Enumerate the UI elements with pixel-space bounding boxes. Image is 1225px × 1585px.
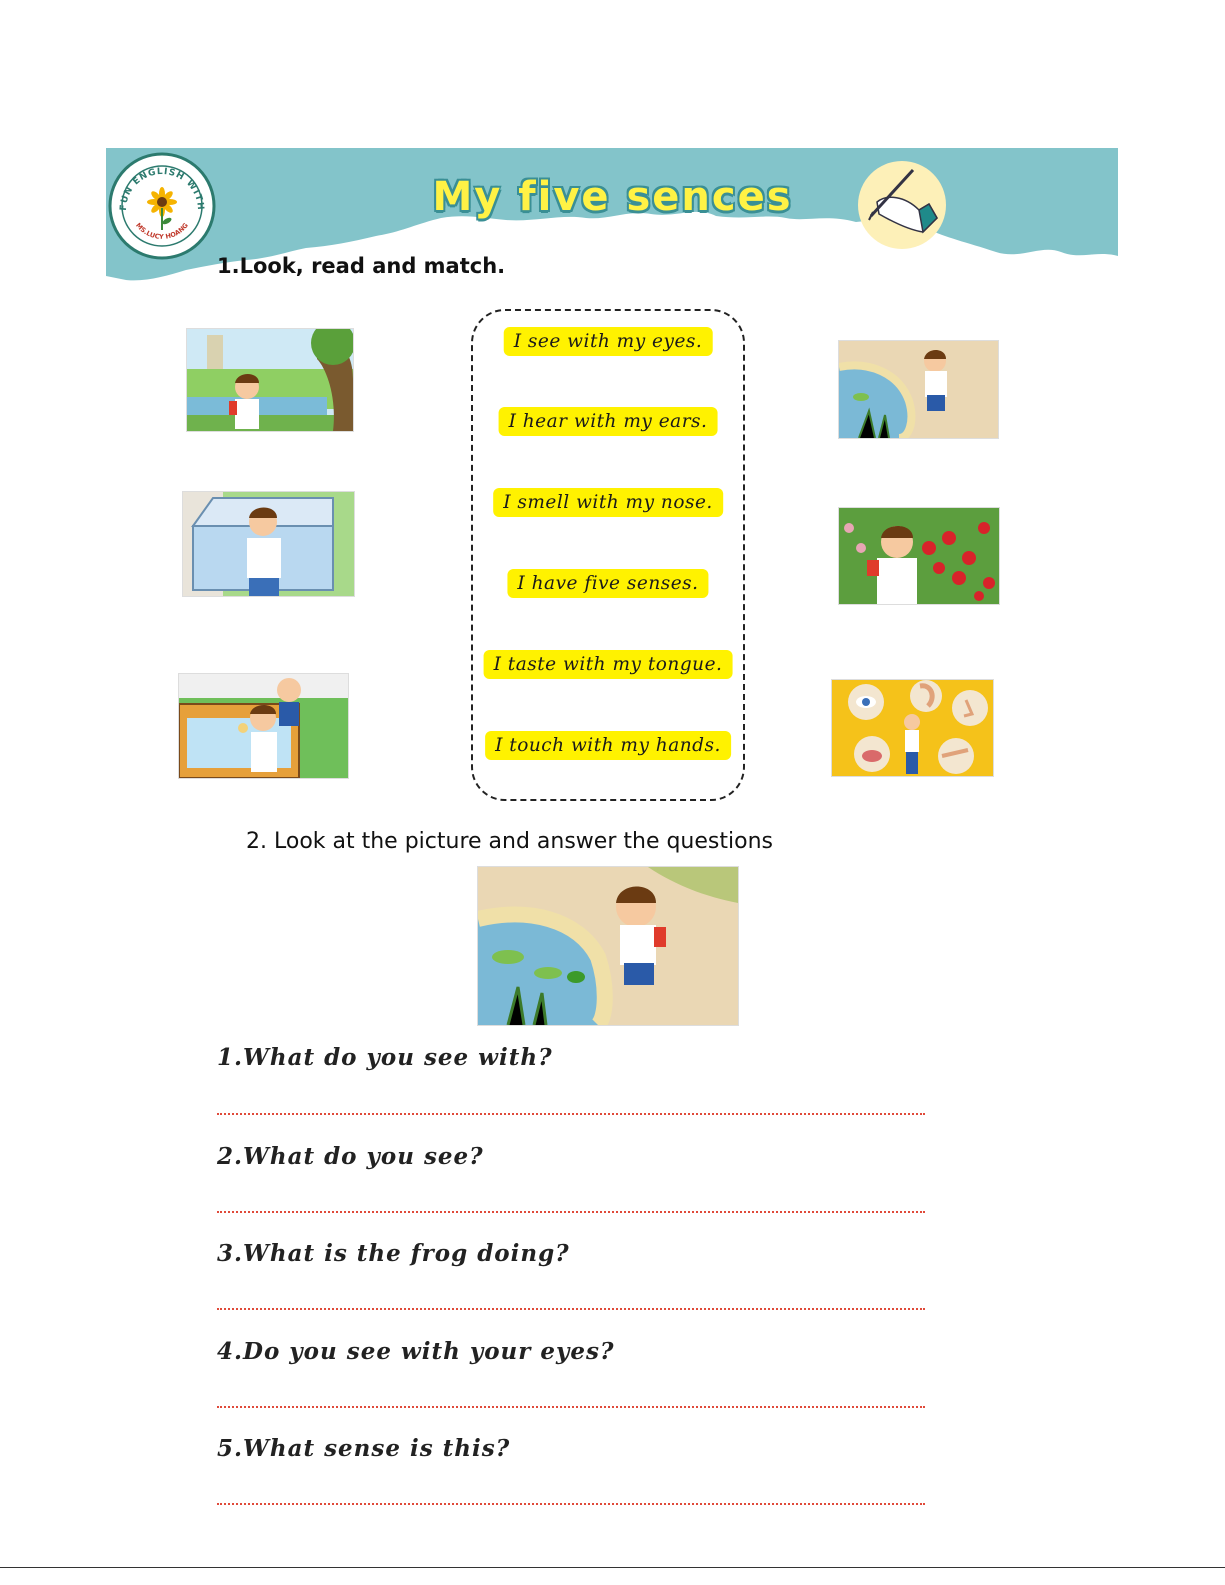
question-2: 2.What do you see? [217, 1143, 484, 1170]
picture-boy-roses-smell [838, 507, 1000, 605]
question-1: 1.What do you see with? [217, 1044, 553, 1071]
writing-hand-icon [857, 160, 947, 250]
page-bottom-rule [0, 1567, 1225, 1568]
svg-text:MS.LUCY HOANG: MS.LUCY HOANG [134, 221, 190, 241]
answer-line-5[interactable] [217, 1503, 925, 1505]
answer-line-1[interactable] [217, 1113, 925, 1115]
picture-boy-park-hearing [186, 328, 354, 432]
sentence-item[interactable]: I see with my eyes. [504, 327, 713, 356]
picture-boy-icecream-taste [178, 673, 349, 779]
answer-line-3[interactable] [217, 1308, 925, 1310]
svg-text:FUN ENGLISH WITH: FUN ENGLISH WITH [118, 166, 206, 212]
question-3: 3.What is the frog doing? [217, 1240, 570, 1267]
section2-heading: 2. Look at the picture and answer the questions [246, 829, 773, 854]
sentence-item[interactable]: I touch with my hands. [485, 731, 731, 760]
picture-boy-frog-pond [477, 866, 739, 1026]
question-4: 4.Do you see with your eyes? [217, 1338, 615, 1365]
section1-heading: 1.Look, read and match. [217, 254, 506, 278]
answer-line-2[interactable] [217, 1211, 925, 1213]
answer-line-4[interactable] [217, 1406, 925, 1408]
picture-five-senses [831, 679, 994, 777]
page-title: My five sences [432, 174, 793, 220]
sentence-item[interactable]: I hear with my ears. [499, 407, 718, 436]
picture-boy-freezer-touch [182, 491, 355, 597]
picture-boy-pond-see [838, 340, 999, 439]
question-5: 5.What sense is this? [217, 1435, 511, 1462]
sentence-item[interactable]: I smell with my nose. [493, 488, 723, 517]
sentence-item[interactable]: I taste with my tongue. [484, 650, 733, 679]
sentence-box [471, 309, 745, 801]
sentence-item[interactable]: I have five senses. [507, 569, 708, 598]
